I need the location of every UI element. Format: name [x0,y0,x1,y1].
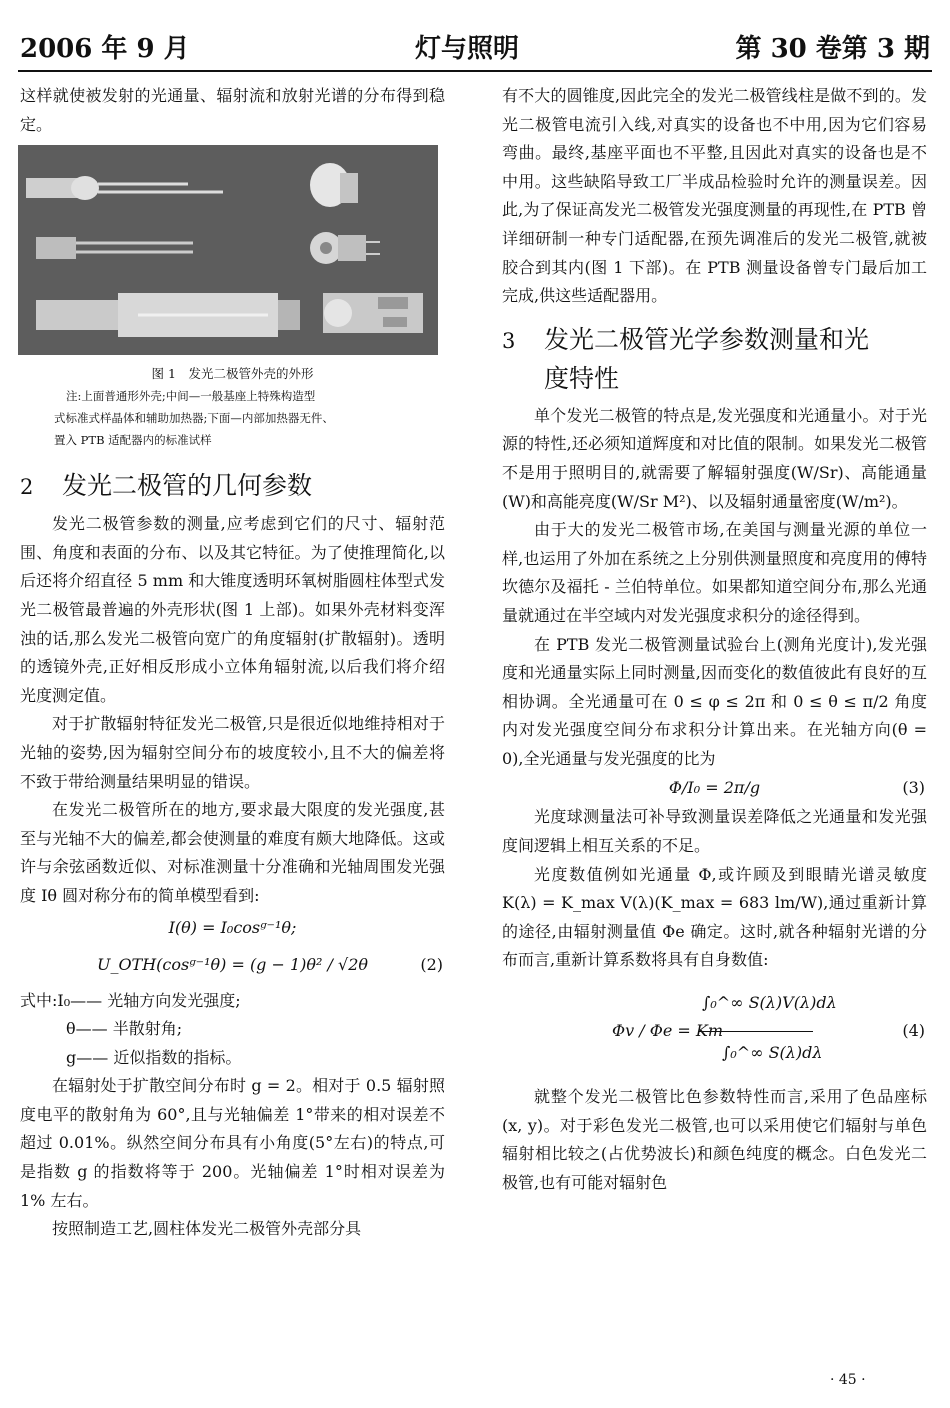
equation-2: U_OTH(cosᵍ⁻¹θ) = (g − 1)θ² / √2θ (2) [20,943,445,987]
right-column [502,82,927,1197]
equation-number: (3) [902,778,925,798]
equation-number: (4) [902,1021,925,1041]
paragraph: 光度球测量法可补导致测量误差降低之光通量和发光强度间逻辑上相互关系的不足。 [502,807,927,856]
equation-number: (2) [420,954,443,974]
legend-item: θ—— 半散射角; [66,1019,183,1039]
page-number: · 45 · [830,1372,866,1388]
symbol-legend [20,987,445,1073]
equation-3: Φ/I₀ = 2π/g (3) [502,773,927,803]
paragraph: 在发光二极管所在的地方,要求最大限度的发光强度,甚至与光轴不大的偏差,都会使测量的难度有颇大地降低。这或许与余弦函数近似、对标准测量十分准确和光轴周围发光强度 Iθ 圆对称分布的简单模型看到: [20,800,445,905]
section-number: 2 [20,475,34,500]
paragraph: 对于扩散辐射特征发光二极管,只是很近似地维持相对于光轴的姿势,因为辐射空间分布的坡度较小,且不大的偏差将不致于带给测量结果明显的错误。 [20,714,445,791]
section-number: 3 [502,328,516,353]
paragraph: 按照制造工艺,圆柱体发光二极管外壳部分具 [52,1219,362,1239]
running-header [20,28,930,68]
section-3-heading [502,321,927,398]
legend-item: 式中:I₀—— 光轴方向发光强度; [20,990,241,1010]
equation-1: I(θ) = I₀cosᵍ⁻¹θ; [168,917,297,937]
legend-item: g—— 近似指数的指标。 [66,1047,242,1067]
paragraph: 这样就使被发射的光通量、辐射流和放射光谱的分布得到稳定。 [20,86,445,134]
section-2-heading [20,467,445,506]
figure-caption: 图 1 发光二极管外壳的外形 [151,366,314,382]
header-rule [18,70,932,72]
paragraph: 有不大的圆锥度,因此完全的发光二极管线柱是做不到的。发光二极管电流引入线,对真实的设备也不中用,因为它们容易弯曲。最终,基座平面也不平整,且因此对真实的设备也是不中用。这些缺陷导致工厂半成品检验时允许的测量误差。因此,为了保证高发光二极管发光强度测量的再现性,在 PTB 曾详细研制一种专门适配器,在预先调准后的发光二极管,就被胶合到其内(图 1 下部)。在 PTB 测量设备曾专门最后加工完成,供这些适配器用。 [502,86,927,306]
paragraph: 由于大的发光二极管市场,在美国与测量光源的单位一样,也运用了外加在系统之上分别供测量照度和亮度用的傅特坎德尔及福托 - 兰伯特单位。如果都知道空间分布,那么光通量就通过在半空域内对发光强度求积分的途径得到。 [502,520,927,625]
figure-note: 置入 PTB 适配器内的标准试样 [54,433,212,448]
paragraph: 就整个发光二极管比色参数特性而言,采用了色品座标(x, y)。对于彩色发光二极管,也可以采用使它们辐射与单色辐射相比较之(占优势波长)和颜色纯度的概念。白色发光二极管,也有可能对辐射色 [502,1087,927,1192]
section-title-cont: 度特性 [544,363,620,393]
paragraph: 在辐射处于扩散空间分布时 g = 2。相对于 0.5 辐射照度电平的散射角为 60°,且与光轴偏差 1°带来的相对误差不超过 0.01%。纵然空间分布具有小角度(5°左右)的特点,可是指数 g 的指数将等于 200。光轴偏差 1°时相对误差为 1% 左右。 [20,1076,445,1210]
figure-1-photo [18,145,438,355]
left-column [20,82,445,1244]
header-volume: 第 30 卷第 3 期 [735,34,930,64]
equation-lhs: Φv / Φe = Km [612,1021,724,1041]
paragraph: 在 PTB 发光二极管测量试验台上(测角光度计),发光强度和光通量实际上同时测量,因而变化的数值彼此有良好的互相协调。全光通量可在 0 ≤ φ ≤ 2π 和 0 ≤ θ ≤ π/2 角度内对发光强度空间分布求积分计算出来。在光轴方向(θ = 0),全光通量与发光强度的比为 [502,634,927,768]
section-title: 发光二极管光学参数测量和光 [544,324,870,354]
fraction-bar [698,1031,813,1032]
paragraph: 光度数值例如光通量 Φ,或许顾及到眼睛光谱灵敏度 K(λ) = K_max V(λ)(K_max = 683 lm/W),通过重新计算的途径,由辐射测量值 Φe 确定。这时,就各种辐射光谱的分布而言,重新计算系数将具有自身数值: [502,864,927,970]
equation-4 [502,983,927,1083]
paragraph: 发光二极管参数的测量,应考虑到它们的尺寸、辐射范围、角度和表面的分布、以及其它特征。为了使推理简化,以后还将介绍直径 5 mm 和大锥度透明环氧树脂圆柱体型式发光二极管最普遍的外壳形状(图 1 上部)。如果外壳材料变浑浊的话,那么发光二极管向宽广的角度辐射(扩散辐射)。透明的透镜外壳,正好相反形成小立体角辐射流,以后我们将介绍光度测定值。 [20,514,445,705]
figure-note: 式标准式样晶体和辅助加热器;下面—内部加热器无件、 [54,411,334,426]
journal-title: 灯与照明 [415,34,520,64]
equation-denominator: ∫₀^∞ S(λ)dλ [722,1043,823,1063]
figure-note: 注:上面普通形外壳;中间—一般基座上特殊构造型 [66,389,316,404]
equation-numerator: ∫₀^∞ S(λ)V(λ)dλ [702,993,837,1013]
paragraph: 单个发光二极管的特点是,发光强度和光通量小。对于光源的特性,还必须知道辉度和对比值的限制。如果发光二极管不是用于照明目的,就需要了解辐射强度(W/Sr)、高能通量(W)和高能亮度(W/Sr M²)、以及辐射通量密度(W/m²)。 [502,405,927,511]
header-date: 2006 年 9 月 [20,34,190,64]
section-title: 发光二极管的几何参数 [62,471,313,501]
